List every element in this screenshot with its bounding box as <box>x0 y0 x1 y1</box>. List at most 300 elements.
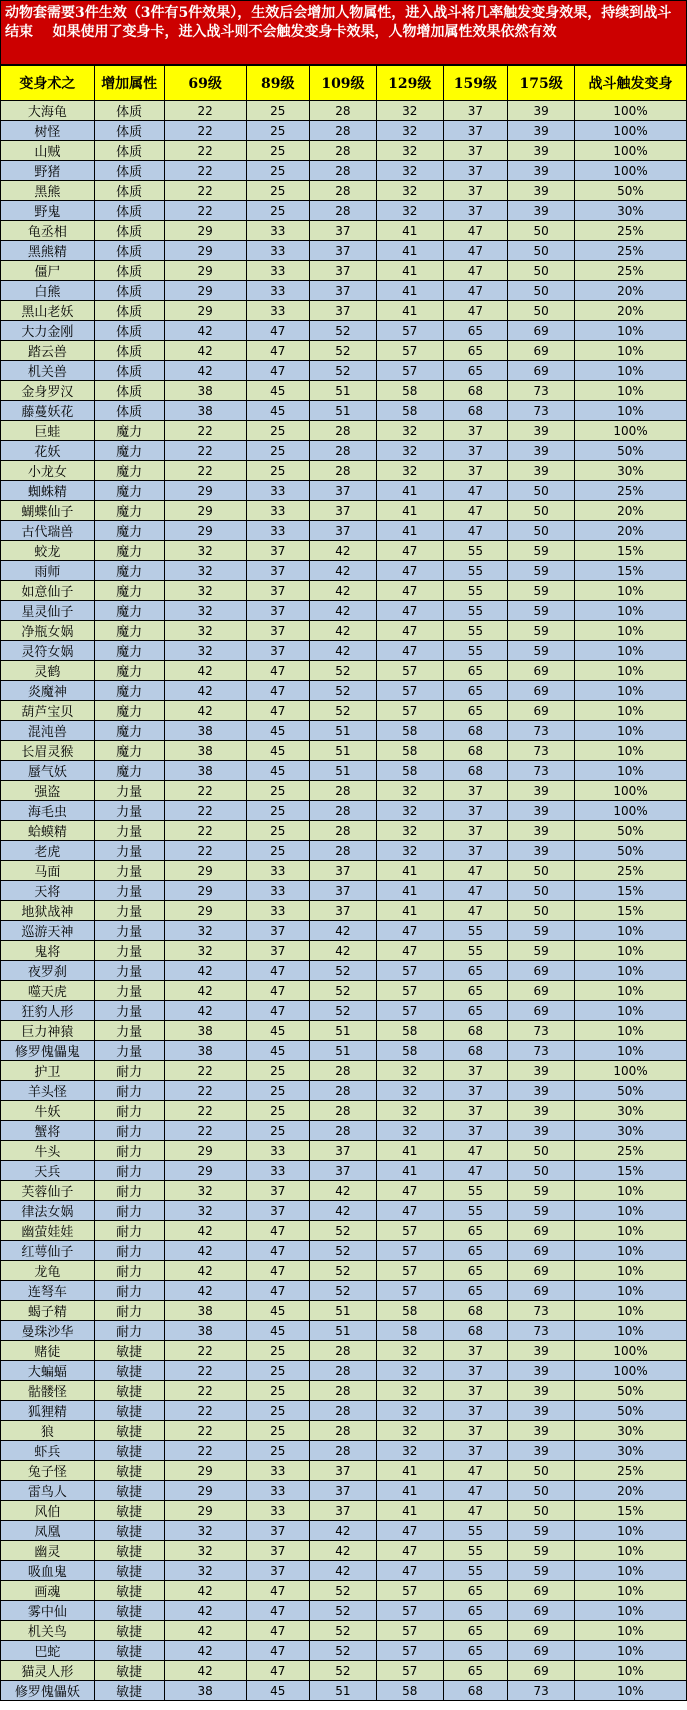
lv89-cell: 33 <box>246 901 310 921</box>
lv129-cell: 41 <box>376 861 443 881</box>
header-row <box>1 66 687 101</box>
lv175-cell: 39 <box>508 781 575 801</box>
lv89-cell: 37 <box>246 621 310 641</box>
lv129-cell: 41 <box>376 521 443 541</box>
table-row <box>1 1241 687 1261</box>
lv89-cell: 25 <box>246 1061 310 1081</box>
name-cell: 曼珠沙华 <box>1 1321 95 1341</box>
lv109-cell: 28 <box>310 1361 377 1381</box>
lv175-cell: 39 <box>508 1381 575 1401</box>
lv89-cell: 25 <box>246 1361 310 1381</box>
lv69-cell: 42 <box>164 1281 246 1301</box>
table-row <box>1 1521 687 1541</box>
lv129-cell: 57 <box>376 361 443 381</box>
lv69-cell: 42 <box>164 1621 246 1641</box>
lv69-cell: 29 <box>164 481 246 501</box>
lv175-cell: 59 <box>508 621 575 641</box>
lv159-cell: 37 <box>443 121 508 141</box>
attribute-cell: 体质 <box>94 261 164 281</box>
trigger-chance-cell: 10% <box>574 401 686 421</box>
table-row <box>1 481 687 501</box>
name-cell: 蛟龙 <box>1 541 95 561</box>
table-row <box>1 561 687 581</box>
trigger-chance-cell: 25% <box>574 241 686 261</box>
trigger-chance-cell: 10% <box>574 601 686 621</box>
lv159-cell: 55 <box>443 561 508 581</box>
table-row <box>1 1081 687 1101</box>
trigger-chance-cell: 25% <box>574 861 686 881</box>
trigger-chance-cell: 100% <box>574 1361 686 1381</box>
lv129-cell: 32 <box>376 161 443 181</box>
lv159-cell: 47 <box>443 1161 508 1181</box>
lv89-cell: 25 <box>246 441 310 461</box>
name-cell: 如意仙子 <box>1 581 95 601</box>
lv109-cell: 51 <box>310 401 377 421</box>
attribute-cell: 魔力 <box>94 621 164 641</box>
table-row <box>1 1101 687 1121</box>
lv89-cell: 47 <box>246 361 310 381</box>
lv89-cell: 45 <box>246 1041 310 1061</box>
lv109-cell: 42 <box>310 941 377 961</box>
lv159-cell: 65 <box>443 1621 508 1641</box>
lv69-cell: 32 <box>164 1201 246 1221</box>
lv175-cell: 73 <box>508 1021 575 1041</box>
lv89-cell: 45 <box>246 1321 310 1341</box>
lv89-cell: 37 <box>246 1561 310 1581</box>
lv109-cell: 52 <box>310 1221 377 1241</box>
lv89-cell: 33 <box>246 301 310 321</box>
lv89-cell: 37 <box>246 1181 310 1201</box>
trigger-chance-cell: 50% <box>574 821 686 841</box>
lv109-cell: 52 <box>310 1621 377 1641</box>
lv159-cell: 47 <box>443 1481 508 1501</box>
lv175-cell: 39 <box>508 421 575 441</box>
lv109-cell: 37 <box>310 301 377 321</box>
lv69-cell: 32 <box>164 1181 246 1201</box>
lv175-cell: 69 <box>508 341 575 361</box>
table-row <box>1 361 687 381</box>
trigger-chance-cell: 10% <box>574 341 686 361</box>
lv69-cell: 29 <box>164 1481 246 1501</box>
name-cell: 海毛虫 <box>1 801 95 821</box>
lv175-cell: 69 <box>508 961 575 981</box>
name-cell: 巴蛇 <box>1 1641 95 1661</box>
attribute-cell: 体质 <box>94 361 164 381</box>
lv175-cell: 59 <box>508 1541 575 1561</box>
trigger-chance-cell: 10% <box>574 381 686 401</box>
lv89-cell: 25 <box>246 1121 310 1141</box>
table-row <box>1 641 687 661</box>
lv175-cell: 69 <box>508 1581 575 1601</box>
table-row <box>1 201 687 221</box>
lv69-cell: 42 <box>164 1001 246 1021</box>
lv175-cell: 39 <box>508 1081 575 1101</box>
attribute-cell: 力量 <box>94 941 164 961</box>
lv159-cell: 47 <box>443 521 508 541</box>
lv159-cell: 68 <box>443 741 508 761</box>
trigger-chance-cell: 10% <box>574 741 686 761</box>
table-row <box>1 381 687 401</box>
lv159-cell: 55 <box>443 1521 508 1541</box>
attribute-cell: 体质 <box>94 141 164 161</box>
name-cell: 蝎子精 <box>1 1301 95 1321</box>
lv129-cell: 32 <box>376 1061 443 1081</box>
table-row <box>1 101 687 121</box>
name-cell: 僵尸 <box>1 261 95 281</box>
lv159-cell: 37 <box>443 1101 508 1121</box>
lv159-cell: 65 <box>443 341 508 361</box>
name-cell: 天将 <box>1 881 95 901</box>
trigger-chance-cell: 100% <box>574 141 686 161</box>
lv89-cell: 25 <box>246 1381 310 1401</box>
lv89-cell: 37 <box>246 641 310 661</box>
lv89-cell: 25 <box>246 1341 310 1361</box>
lv89-cell: 33 <box>246 221 310 241</box>
trigger-chance-cell: 10% <box>574 941 686 961</box>
trigger-chance-cell: 10% <box>574 1001 686 1021</box>
attribute-cell: 魔力 <box>94 721 164 741</box>
lv159-cell: 55 <box>443 1561 508 1581</box>
trigger-chance-cell: 15% <box>574 1161 686 1181</box>
lv159-cell: 47 <box>443 301 508 321</box>
table-row <box>1 1201 687 1221</box>
lv175-cell: 59 <box>508 941 575 961</box>
attribute-cell: 敏捷 <box>94 1641 164 1661</box>
lv129-cell: 41 <box>376 481 443 501</box>
lv129-cell: 58 <box>376 1041 443 1061</box>
table-row <box>1 1561 687 1581</box>
lv175-cell: 39 <box>508 801 575 821</box>
lv89-cell: 25 <box>246 841 310 861</box>
lv109-cell: 37 <box>310 241 377 261</box>
table-row <box>1 941 687 961</box>
lv175-cell: 69 <box>508 1261 575 1281</box>
lv109-cell: 42 <box>310 1521 377 1541</box>
attribute-cell: 体质 <box>94 221 164 241</box>
attribute-cell: 耐力 <box>94 1061 164 1081</box>
lv109-cell: 52 <box>310 681 377 701</box>
attribute-cell: 魔力 <box>94 601 164 621</box>
lv69-cell: 22 <box>164 1381 246 1401</box>
attribute-cell: 力量 <box>94 861 164 881</box>
trigger-chance-cell: 10% <box>574 321 686 341</box>
lv109-cell: 52 <box>310 1601 377 1621</box>
lv159-cell: 68 <box>443 1301 508 1321</box>
trigger-chance-cell: 10% <box>574 361 686 381</box>
name-cell: 凤凰 <box>1 1521 95 1541</box>
lv129-cell: 58 <box>376 1301 443 1321</box>
lv159-cell: 37 <box>443 201 508 221</box>
lv159-cell: 65 <box>443 1641 508 1661</box>
trigger-chance-cell: 100% <box>574 1061 686 1081</box>
lv159-cell: 55 <box>443 941 508 961</box>
table-row <box>1 241 687 261</box>
lv109-cell: 37 <box>310 861 377 881</box>
name-cell: 鬼将 <box>1 941 95 961</box>
trigger-chance-cell: 10% <box>574 1521 686 1541</box>
trigger-chance-cell: 10% <box>574 621 686 641</box>
trigger-chance-cell: 50% <box>574 441 686 461</box>
lv175-cell: 39 <box>508 461 575 481</box>
lv159-cell: 37 <box>443 1361 508 1381</box>
lv109-cell: 42 <box>310 621 377 641</box>
lv69-cell: 42 <box>164 1601 246 1621</box>
lv175-cell: 39 <box>508 441 575 461</box>
lv109-cell: 28 <box>310 101 377 121</box>
attribute-cell: 力量 <box>94 841 164 861</box>
lv129-cell: 57 <box>376 1241 443 1261</box>
lv129-cell: 32 <box>376 421 443 441</box>
lv129-cell: 41 <box>376 1141 443 1161</box>
lv129-cell: 58 <box>376 1021 443 1041</box>
table-row <box>1 801 687 821</box>
lv69-cell: 29 <box>164 901 246 921</box>
trigger-chance-cell: 15% <box>574 561 686 581</box>
trigger-chance-cell: 10% <box>574 661 686 681</box>
lv175-cell: 39 <box>508 181 575 201</box>
lv89-cell: 25 <box>246 101 310 121</box>
attribute-cell: 力量 <box>94 961 164 981</box>
attribute-cell: 魔力 <box>94 481 164 501</box>
table-row <box>1 741 687 761</box>
header-attribute: 增加属性 <box>94 66 164 101</box>
table-row <box>1 1461 687 1481</box>
name-cell: 星灵仙子 <box>1 601 95 621</box>
lv129-cell: 57 <box>376 1001 443 1021</box>
attribute-cell: 敏捷 <box>94 1561 164 1581</box>
name-cell: 野鬼 <box>1 201 95 221</box>
lv175-cell: 50 <box>508 301 575 321</box>
table-row <box>1 701 687 721</box>
lv159-cell: 55 <box>443 1181 508 1201</box>
lv159-cell: 37 <box>443 1061 508 1081</box>
lv109-cell: 28 <box>310 441 377 461</box>
lv129-cell: 47 <box>376 1181 443 1201</box>
lv109-cell: 52 <box>310 341 377 361</box>
lv69-cell: 38 <box>164 761 246 781</box>
lv175-cell: 69 <box>508 361 575 381</box>
lv109-cell: 52 <box>310 701 377 721</box>
lv89-cell: 37 <box>246 1521 310 1541</box>
lv129-cell: 57 <box>376 1221 443 1241</box>
lv175-cell: 50 <box>508 281 575 301</box>
table-row <box>1 821 687 841</box>
table-row <box>1 841 687 861</box>
lv129-cell: 41 <box>376 1461 443 1481</box>
trigger-chance-cell: 15% <box>574 901 686 921</box>
lv175-cell: 39 <box>508 101 575 121</box>
name-cell: 天兵 <box>1 1161 95 1181</box>
lv69-cell: 22 <box>164 841 246 861</box>
lv69-cell: 42 <box>164 361 246 381</box>
lv159-cell: 47 <box>443 861 508 881</box>
lv159-cell: 65 <box>443 1261 508 1281</box>
lv109-cell: 37 <box>310 501 377 521</box>
name-cell: 炎魔神 <box>1 681 95 701</box>
lv129-cell: 47 <box>376 1561 443 1581</box>
lv159-cell: 65 <box>443 961 508 981</box>
table-row <box>1 1321 687 1341</box>
lv69-cell: 32 <box>164 1541 246 1561</box>
lv175-cell: 73 <box>508 1681 575 1701</box>
trigger-chance-cell: 100% <box>574 781 686 801</box>
lv89-cell: 37 <box>246 541 310 561</box>
lv89-cell: 37 <box>246 921 310 941</box>
lv129-cell: 57 <box>376 701 443 721</box>
table-row <box>1 901 687 921</box>
trigger-chance-cell: 50% <box>574 181 686 201</box>
trigger-chance-cell: 25% <box>574 261 686 281</box>
lv109-cell: 28 <box>310 1121 377 1141</box>
name-cell: 古代瑞兽 <box>1 521 95 541</box>
lv129-cell: 47 <box>376 581 443 601</box>
lv69-cell: 42 <box>164 1661 246 1681</box>
name-cell: 巡游天神 <box>1 921 95 941</box>
lv129-cell: 57 <box>376 321 443 341</box>
lv159-cell: 65 <box>443 361 508 381</box>
attribute-cell: 魔力 <box>94 501 164 521</box>
lv109-cell: 52 <box>310 1581 377 1601</box>
trigger-chance-cell: 30% <box>574 1441 686 1461</box>
lv129-cell: 32 <box>376 821 443 841</box>
lv159-cell: 37 <box>443 1381 508 1401</box>
lv159-cell: 65 <box>443 661 508 681</box>
attribute-cell: 耐力 <box>94 1141 164 1161</box>
lv69-cell: 29 <box>164 1141 246 1161</box>
lv109-cell: 52 <box>310 361 377 381</box>
lv69-cell: 42 <box>164 1641 246 1661</box>
lv129-cell: 41 <box>376 241 443 261</box>
lv89-cell: 37 <box>246 561 310 581</box>
attribute-cell: 敏捷 <box>94 1341 164 1361</box>
trigger-chance-cell: 10% <box>574 1541 686 1561</box>
name-cell: 花妖 <box>1 441 95 461</box>
name-cell: 小龙女 <box>1 461 95 481</box>
lv69-cell: 42 <box>164 1581 246 1601</box>
attribute-cell: 敏捷 <box>94 1461 164 1481</box>
trigger-chance-cell: 25% <box>574 221 686 241</box>
table-row <box>1 1501 687 1521</box>
lv69-cell: 38 <box>164 1681 246 1701</box>
lv175-cell: 50 <box>508 481 575 501</box>
lv69-cell: 32 <box>164 601 246 621</box>
table-row <box>1 1661 687 1681</box>
trigger-chance-cell: 20% <box>574 521 686 541</box>
lv89-cell: 47 <box>246 1281 310 1301</box>
lv159-cell: 55 <box>443 601 508 621</box>
lv109-cell: 52 <box>310 1661 377 1681</box>
lv69-cell: 32 <box>164 541 246 561</box>
attribute-cell: 体质 <box>94 121 164 141</box>
lv175-cell: 39 <box>508 1121 575 1141</box>
lv69-cell: 42 <box>164 321 246 341</box>
lv89-cell: 47 <box>246 1221 310 1241</box>
table-row <box>1 441 687 461</box>
trigger-chance-cell: 25% <box>574 1141 686 1161</box>
lv175-cell: 73 <box>508 1321 575 1341</box>
lv69-cell: 29 <box>164 861 246 881</box>
table-row <box>1 181 687 201</box>
attribute-cell: 耐力 <box>94 1201 164 1221</box>
lv109-cell: 37 <box>310 521 377 541</box>
lv109-cell: 51 <box>310 1301 377 1321</box>
lv175-cell: 50 <box>508 261 575 281</box>
lv89-cell: 25 <box>246 161 310 181</box>
lv159-cell: 55 <box>443 1541 508 1561</box>
attribute-cell: 敏捷 <box>94 1441 164 1461</box>
lv129-cell: 32 <box>376 441 443 461</box>
lv159-cell: 37 <box>443 801 508 821</box>
lv89-cell: 47 <box>246 701 310 721</box>
name-cell: 树怪 <box>1 121 95 141</box>
attribute-cell: 耐力 <box>94 1101 164 1121</box>
lv159-cell: 68 <box>443 381 508 401</box>
name-cell: 红萼仙子 <box>1 1241 95 1261</box>
lv109-cell: 37 <box>310 1141 377 1161</box>
lv109-cell: 28 <box>310 1381 377 1401</box>
lv159-cell: 47 <box>443 1501 508 1521</box>
name-cell: 蜃气妖 <box>1 761 95 781</box>
lv109-cell: 51 <box>310 381 377 401</box>
lv159-cell: 37 <box>443 161 508 181</box>
name-cell: 画魂 <box>1 1581 95 1601</box>
name-cell: 混沌兽 <box>1 721 95 741</box>
header-lv89: 89级 <box>246 66 310 101</box>
attribute-cell: 魔力 <box>94 561 164 581</box>
trigger-chance-cell: 100% <box>574 161 686 181</box>
lv175-cell: 39 <box>508 121 575 141</box>
lv129-cell: 47 <box>376 601 443 621</box>
name-cell: 风伯 <box>1 1501 95 1521</box>
name-cell: 长眉灵猴 <box>1 741 95 761</box>
table-row <box>1 1401 687 1421</box>
lv175-cell: 69 <box>508 1621 575 1641</box>
table-row <box>1 321 687 341</box>
trigger-chance-cell: 10% <box>574 1561 686 1581</box>
table-row <box>1 1021 687 1041</box>
lv159-cell: 47 <box>443 221 508 241</box>
name-cell: 律法女娲 <box>1 1201 95 1221</box>
lv109-cell: 51 <box>310 721 377 741</box>
lv159-cell: 37 <box>443 181 508 201</box>
lv89-cell: 25 <box>246 1081 310 1101</box>
trigger-chance-cell: 15% <box>574 1501 686 1521</box>
trigger-chance-cell: 25% <box>574 1461 686 1481</box>
lv109-cell: 52 <box>310 1641 377 1661</box>
name-cell: 猫灵人形 <box>1 1661 95 1681</box>
lv159-cell: 37 <box>443 441 508 461</box>
lv89-cell: 45 <box>246 401 310 421</box>
trigger-chance-cell: 50% <box>574 1401 686 1421</box>
lv109-cell: 52 <box>310 1261 377 1281</box>
lv175-cell: 69 <box>508 701 575 721</box>
lv159-cell: 55 <box>443 641 508 661</box>
lv129-cell: 57 <box>376 1281 443 1301</box>
name-cell: 黑熊精 <box>1 241 95 261</box>
lv129-cell: 58 <box>376 401 443 421</box>
lv159-cell: 65 <box>443 1601 508 1621</box>
lv89-cell: 25 <box>246 141 310 161</box>
lv89-cell: 47 <box>246 1001 310 1021</box>
lv89-cell: 25 <box>246 1441 310 1461</box>
lv109-cell: 28 <box>310 1341 377 1361</box>
lv109-cell: 42 <box>310 541 377 561</box>
attribute-cell: 体质 <box>94 201 164 221</box>
trigger-chance-cell: 100% <box>574 801 686 821</box>
lv69-cell: 38 <box>164 1041 246 1061</box>
attribute-cell: 敏捷 <box>94 1661 164 1681</box>
attribute-cell: 体质 <box>94 401 164 421</box>
